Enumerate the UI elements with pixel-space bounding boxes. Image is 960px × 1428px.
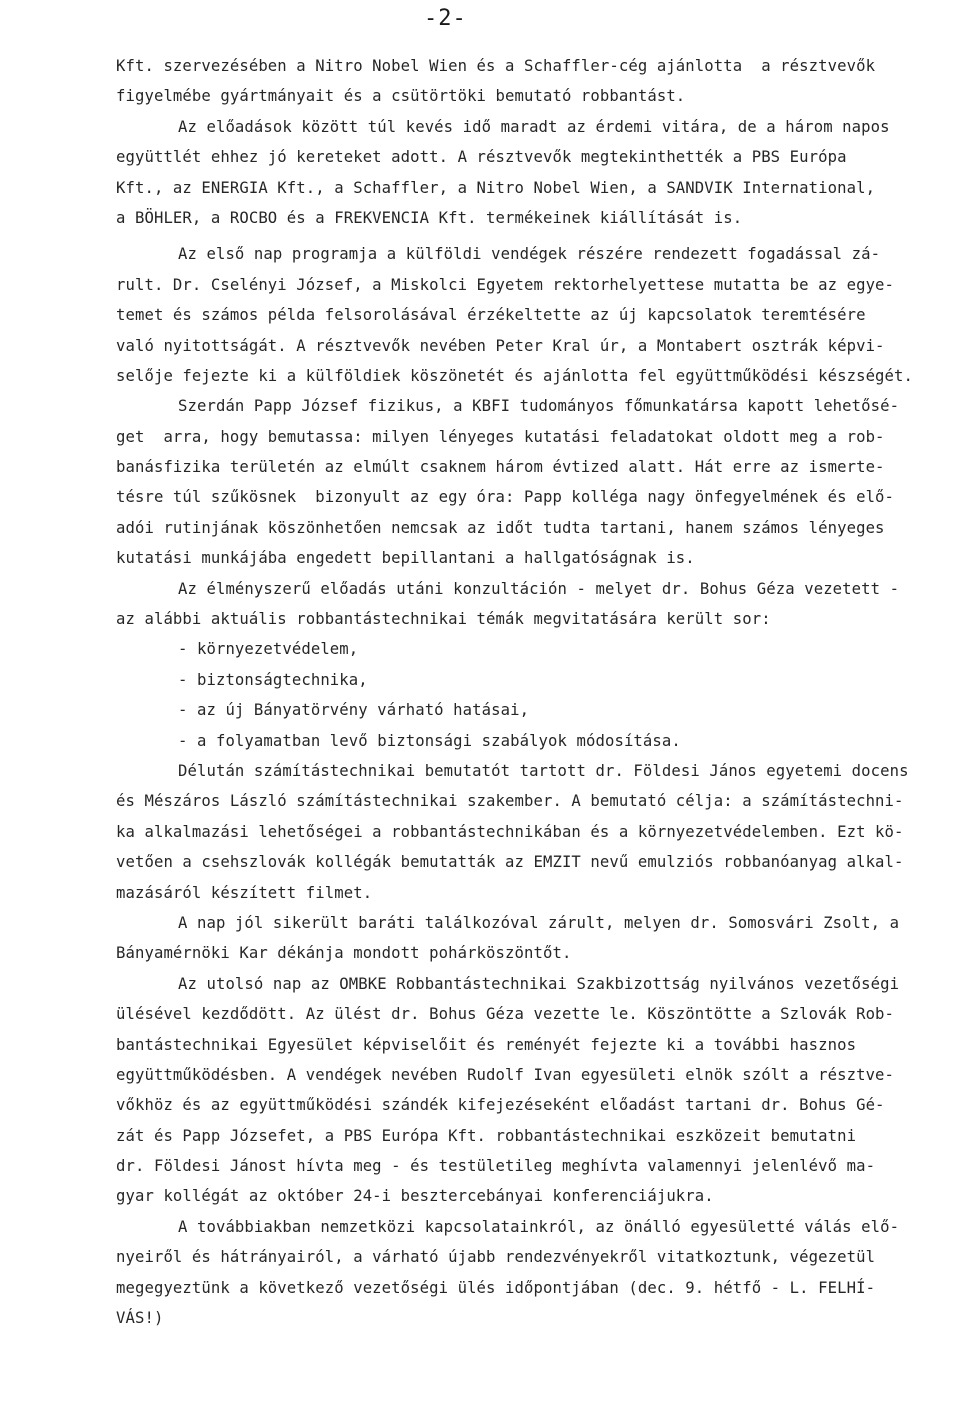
list-item: - biztonságtechnika, — [178, 670, 368, 689]
text-line: Kft., az ENERGIA Kft., a Schaffler, a Nitro Nobel Wien, a SANDVIK International, — [116, 178, 876, 197]
text-line: Az előadások között túl kevés idő maradt az érdemi vitára, de a három napos — [178, 117, 890, 136]
text-line: mazásáról készített filmet. — [116, 883, 373, 902]
text-line: Kft. szervezésében a Nitro Nobel Wien és a Schaffler-cég ajánlotta a résztvevők — [116, 57, 876, 75]
text-line: a BÖHLER, a ROCBO és a FREKVENCIA Kft. termékeinek kiállítását is. — [116, 208, 743, 227]
text-line: bantástechnikai Egyesület képviselőit és reményét fejezte ki a további hasznos — [116, 1035, 857, 1054]
text-line: kutatási munkájába engedett bepillantani a hallgatóságnak is. — [116, 549, 695, 568]
text-line: dr. Földesi Jánost hívta meg - és testületileg meghívta valamennyi jelenlévő ma- — [116, 1157, 876, 1176]
text-line: vetően a csehszlovák kollégák bemutatták az EMZIT nevű emulziós robbanóanyag alkal- — [116, 853, 904, 872]
list-item: - környezetvédelem, — [178, 640, 359, 659]
text-line: Az első nap programja a külföldi vendégek részére rendezett fogadással zá- — [178, 245, 881, 264]
text-line: figyelmébe gyártmányait és a csütörtöki bemutató robbantást. — [116, 87, 686, 106]
text-line: együttműködésben. A vendégek nevében Rudolf Ivan egyesületi elnök szólt a résztve- — [116, 1065, 895, 1084]
text-line: és Mészáros László számítástechnikai szakember. A bemutató célja: a számítástechni- — [116, 792, 904, 811]
body-text — [116, 51, 936, 1333]
text-line: tésre túl szűkösnek bizonyult az egy óra: Papp kolléga nagy önfegyelmének és elő- — [116, 488, 895, 507]
text-line: Bányamérnöki Kar dékánja mondott pohárköszöntőt. — [116, 944, 572, 963]
text-line: Délután számítástechnikai bemutatót tartott dr. Földesi János egyetemi docens — [178, 761, 909, 780]
text-line: rult. Dr. Cselényi József, a Miskolci Egyetem rektorhelyettese mutatta be az egye- — [116, 275, 895, 294]
text-line: vőkhöz és az együttműködési szándék kifejezéseként előadást tartani dr. Bohus Gé- — [116, 1096, 885, 1115]
text-line: get arra, hogy bemutassa: milyen lényeges kutatási feladatokat oldott meg a rob- — [116, 427, 885, 446]
text-line: A továbbiakban nemzetközi kapcsolatainkról, az önálló egyesületté válás elő- — [178, 1217, 900, 1236]
text-line: temet és számos példa felsorolásával érzékeltette az új kapcsolatok teremtésére — [116, 306, 866, 325]
text-line: nyeiről és hátrányairól, a várható újabb rendezvényekről vitatkoztunk, végezetül — [116, 1248, 876, 1267]
text-line: Az utolsó nap az OMBKE Robbantástechnikai Szakbizottság nyilvános vezetőségi — [178, 974, 900, 993]
text-line: Szerdán Papp József fizikus, a KBFI tudományos főmunkatársa kapott lehetősé- — [178, 397, 900, 416]
text-line: VÁS!) — [116, 1309, 164, 1328]
text-line: ülésével kezdődött. Az ülést dr. Bohus Géza vezette le. Köszöntötte a Szlovák Rob- — [116, 1005, 895, 1024]
list-item: - a folyamatban levő biztonsági szabályok módosítása. — [178, 731, 681, 750]
text-line: gyar kollégát az október 24-i besztercebányai konferenciájukra. — [116, 1187, 714, 1206]
text-line: való nyitottságát. A résztvevők nevében Peter Kral úr, a Montabert osztrák képvi- — [116, 336, 885, 355]
text-line: A nap jól sikerült baráti találkozóval zárult, melyen dr. Somosvári Zsolt, a — [178, 913, 900, 932]
text-line: együttlét ehhez jó kereteket adott. A résztvevők megtekinthették a PBS Európa — [116, 148, 847, 167]
text-line: adói rutinjának köszönhetően nemcsak az időt tudta tartani, hanem számos lényeges — [116, 518, 885, 537]
text-line: zát és Papp Józsefet, a PBS Európa Kft. robbantástechnikai eszközeit bemutatni — [116, 1126, 857, 1145]
text-line: banásfizika területén az elmúlt csaknem három évtized alatt. Hát erre az ismerte- — [116, 458, 885, 477]
text-line: selője fejezte ki a külföldiek köszönetét és ajánlotta fel együttműködési készségét. — [116, 366, 914, 385]
text-line: Az élményszerű előadás utáni konzultáción - melyet dr. Bohus Géza vezetett - — [178, 579, 900, 598]
text-line: ka alkalmazási lehetőségei a robbantástechnikában és a környezetvédelemben. Ezt kö- — [116, 822, 904, 841]
text-line: az alábbi aktuális robbantástechnikai témák megvitatására került sor: — [116, 610, 771, 629]
list-item: - az új Bányatörvény várható hatásai, — [178, 701, 530, 720]
page-number: -2- — [424, 6, 467, 31]
text-line: megegyeztünk a következő vezetőségi ülés időpontjában (dec. 9. hétfő - L. FELHÍ- — [116, 1278, 876, 1297]
